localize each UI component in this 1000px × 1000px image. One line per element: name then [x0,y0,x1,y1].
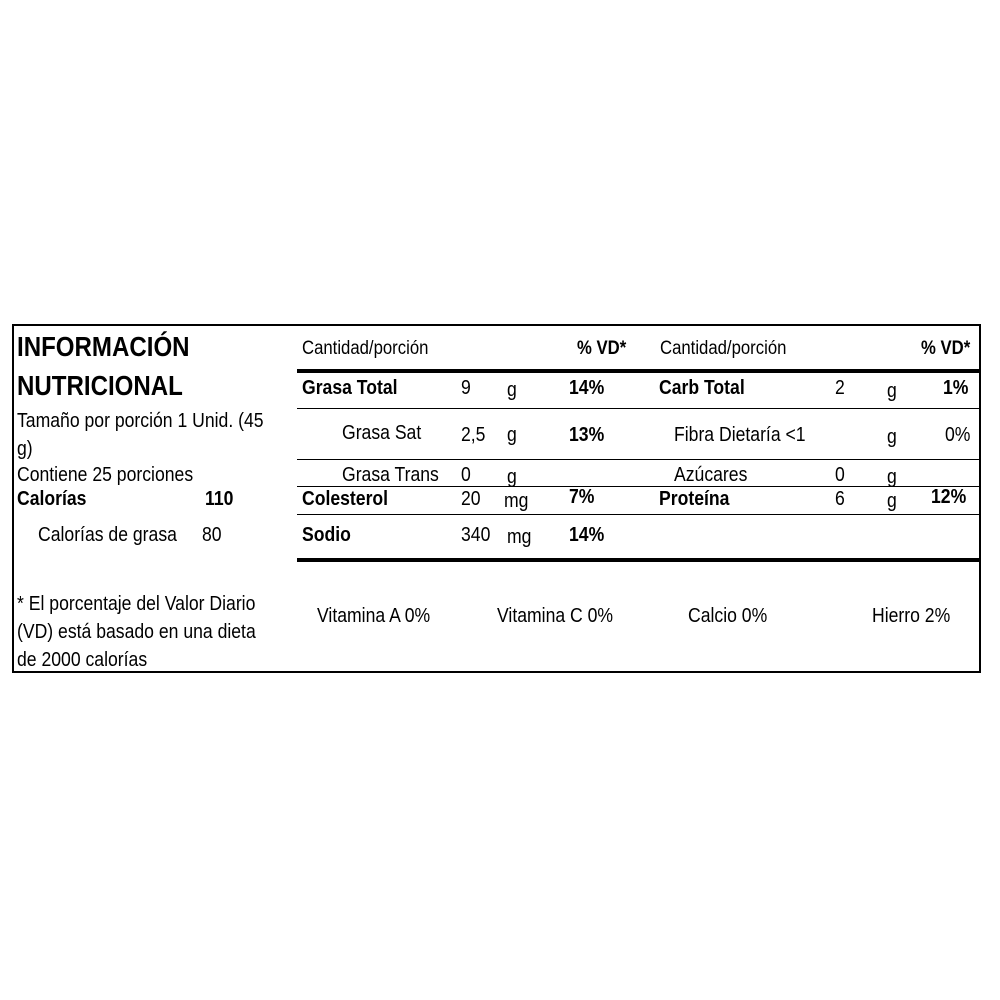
nutrient-unit-grasa-trans: g [507,466,517,488]
nutrient-amount-colesterol: 20 [461,488,481,510]
footnote-line1: * El porcentaje del Valor Diario [17,593,256,615]
nutrient-amount-grasa-total: 9 [461,377,471,399]
serving-size-line2: g) [17,438,33,460]
nutrient-dv-sodio: 14% [569,524,605,546]
nutrient-dv-grasa-total: 14% [569,377,605,399]
nutrient-amount-grasa-trans: 0 [461,464,471,486]
nutrient-label-sodio: Sodio [302,524,351,546]
nutrient-amount-grasa-sat: 2,5 [461,424,486,446]
nutrient-unit-carb-total: g [887,380,897,402]
nutrient-label-carb-total: Carb Total [659,377,745,399]
nutrient-unit-proteina: g [887,490,897,512]
nutrient-label-proteina: Proteína [659,488,730,510]
nutrient-label-fibra: Fibra Dietaría <1 [674,424,806,446]
nutrient-amount-sodio: 340 [461,524,491,546]
nutrient-dv-grasa-sat: 13% [569,424,605,446]
nutrient-label-grasa-sat: Grasa Sat [342,422,422,444]
nutrient-amount-proteina: 6 [835,488,845,510]
calories-label: Calorías [17,488,87,510]
footnote-line3: de 2000 calorías [17,649,148,671]
nutrient-dv-proteina: 12% [931,486,967,508]
row-divider-grasa-total [297,408,980,409]
footnote-line2: (VD) está basado en una dieta [17,621,256,643]
nutrient-label-grasa-trans: Grasa Trans [342,464,439,486]
nutrient-dv-carb-total: 1% [943,377,969,399]
label-title-line1: INFORMACIÓN [17,331,190,362]
nutrient-unit-azucares: g [887,466,897,488]
dv-header-left: % VD* [577,338,627,359]
calcium: Calcio 0% [688,605,768,627]
vitamin-c: Vitamina C 0% [497,605,614,627]
row-divider-grasa-trans [297,486,980,487]
dv-header-right: % VD* [921,338,971,359]
row-divider-colesterol [297,514,980,515]
nutrient-unit-colesterol: mg [504,490,529,512]
amount-header-left: Cantidad/porción [302,338,429,359]
nutrient-label-azucares: Azúcares [674,464,748,486]
calories-value: 110 [205,488,234,510]
vitamin-a: Vitamina A 0% [317,605,431,627]
nutrient-unit-grasa-total: g [507,379,517,401]
amount-header-right: Cantidad/porción [660,338,787,359]
fat-calories-value: 80 [202,524,222,546]
fat-calories-label: Calorías de grasa [38,524,177,546]
nutrient-label-colesterol: Colesterol [302,488,389,510]
header-divider [297,369,980,373]
nutrients-bottom-divider [297,558,980,562]
iron: Hierro 2% [872,605,951,627]
nutrient-unit-grasa-sat: g [507,424,517,446]
serving-size-line1: Tamaño por porción 1 Unid. (45 [17,410,264,432]
label-title-line2: NUTRICIONAL [17,370,183,401]
nutrient-unit-sodio: mg [507,526,532,548]
nutrient-unit-fibra: g [887,426,897,448]
nutrient-amount-carb-total: 2 [835,377,845,399]
nutrient-dv-fibra: 0% [945,424,971,446]
nutrient-amount-azucares: 0 [835,464,845,486]
nutrient-label-grasa-total: Grasa Total [302,377,398,399]
nutrient-dv-colesterol: 7% [569,486,595,508]
servings-per-container: Contiene 25 porciones [17,464,194,486]
row-divider-grasa-sat [297,459,980,460]
